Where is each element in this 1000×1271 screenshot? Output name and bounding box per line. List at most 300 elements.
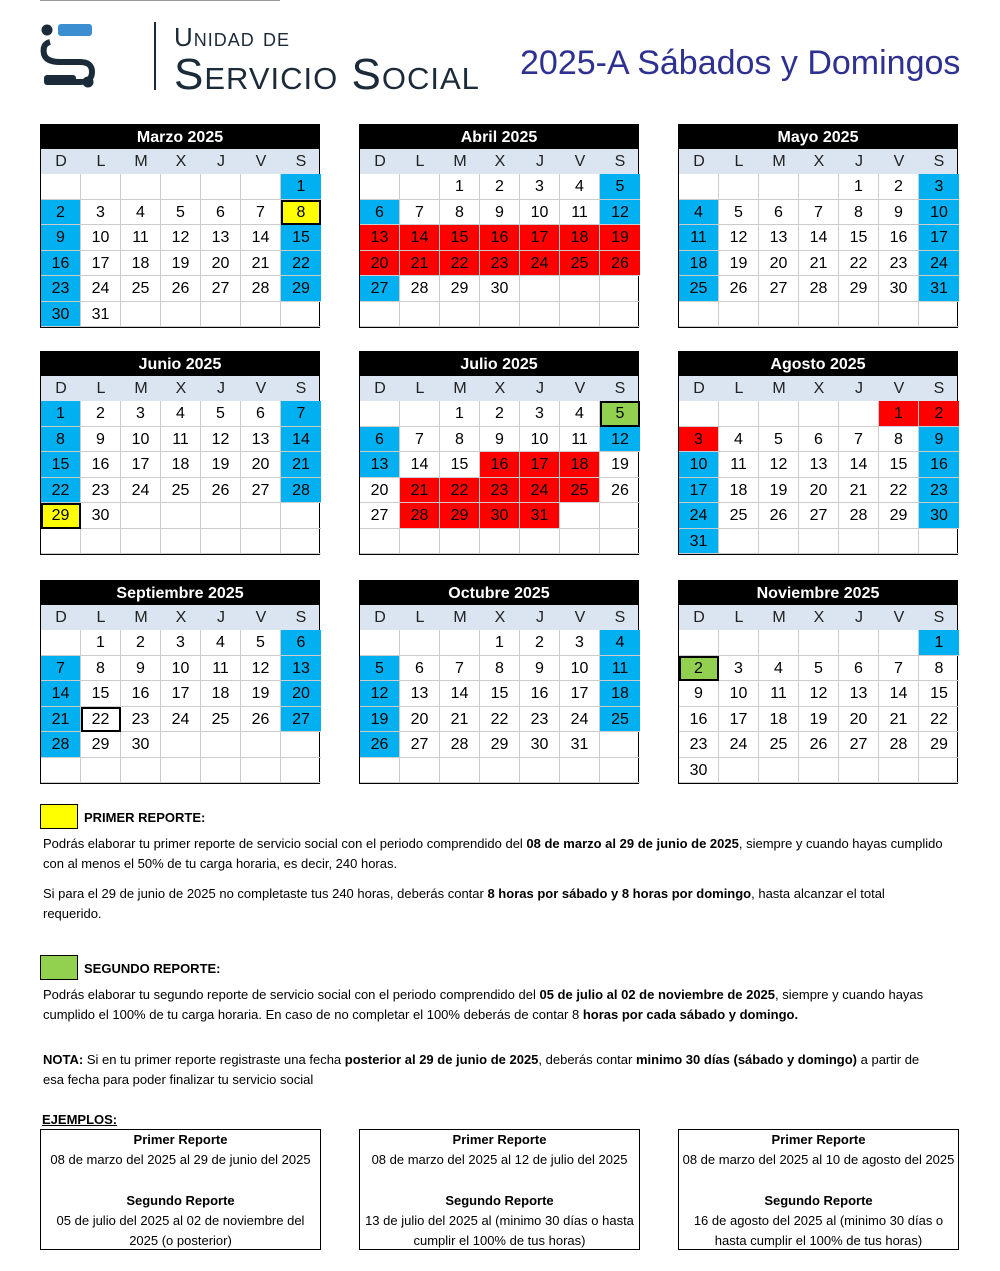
day-cell: 15	[440, 452, 480, 478]
day-cell: 6	[241, 401, 281, 427]
day-cell: 24	[520, 478, 560, 504]
weekday-label: D	[55, 609, 67, 626]
empty-cell	[480, 529, 520, 555]
day-cell: 11	[201, 656, 241, 682]
day-cell: 30	[679, 758, 719, 784]
day-cell: 18	[600, 681, 640, 707]
empty-cell	[879, 302, 919, 328]
day-cell: 1	[440, 401, 480, 427]
weekday-label: X	[813, 380, 825, 397]
day-cell: 15	[81, 681, 121, 707]
calendar-month	[359, 124, 639, 328]
empty-cell	[799, 174, 839, 200]
empty-cell	[839, 758, 879, 784]
day-cell: 26	[600, 251, 640, 277]
day-cell: 7	[839, 427, 879, 453]
day-cell: 15	[281, 225, 321, 251]
day-cell: 28	[400, 276, 440, 302]
day-cell: 27	[281, 707, 321, 733]
day-cell: 22	[41, 478, 81, 504]
weekday-label: X	[175, 380, 187, 397]
weekday-header	[679, 149, 957, 174]
example-heading: Segundo Reporte	[126, 1193, 235, 1208]
day-cell: 19	[161, 251, 201, 277]
day-cell: 4	[560, 401, 600, 427]
empty-cell	[759, 630, 799, 656]
day-cell: 29	[440, 503, 480, 529]
empty-cell	[81, 174, 121, 200]
day-cell: 11	[719, 452, 759, 478]
empty-cell	[520, 758, 560, 784]
day-cell: 4	[201, 630, 241, 656]
empty-cell	[799, 630, 839, 656]
empty-cell	[600, 732, 640, 758]
weekday-label: M	[453, 380, 467, 397]
weekday-label: D	[693, 609, 705, 626]
day-cell: 10	[679, 452, 719, 478]
day-cell: 3	[719, 656, 759, 682]
day-cell: 2	[41, 200, 81, 226]
empty-cell	[719, 630, 759, 656]
day-cell: 14	[839, 452, 879, 478]
weekday-label: M	[134, 380, 148, 397]
weekday-label: J	[855, 380, 863, 397]
empty-cell	[201, 174, 241, 200]
day-cell: 11	[161, 427, 201, 453]
example-text: 16 de agosto del 2025 al (minimo 30 días o hasta cumplir el 100% de tus horas)	[693, 1213, 944, 1248]
empty-cell	[400, 758, 440, 784]
empty-cell	[161, 732, 201, 758]
day-cell: 20	[799, 478, 839, 504]
day-cell: 26	[600, 478, 640, 504]
day-cell: 18	[161, 452, 201, 478]
weekday-label: D	[55, 380, 67, 397]
day-cell: 15	[919, 681, 959, 707]
empty-cell	[679, 630, 719, 656]
day-cell: 16	[81, 452, 121, 478]
empty-cell	[759, 174, 799, 200]
empty-cell	[839, 630, 879, 656]
empty-cell	[81, 529, 121, 555]
calendar-month	[678, 124, 958, 328]
empty-cell	[121, 529, 161, 555]
day-cell: 27	[839, 732, 879, 758]
empty-cell	[679, 401, 719, 427]
day-cell: 26	[241, 707, 281, 733]
weekday-label: V	[893, 380, 905, 397]
empty-cell	[799, 401, 839, 427]
day-cell: 6	[201, 200, 241, 226]
day-cell: 21	[241, 251, 281, 277]
weekday-label: J	[855, 153, 863, 170]
empty-cell	[360, 302, 400, 328]
empty-cell	[121, 758, 161, 784]
empty-cell	[41, 174, 81, 200]
calendar-month-title: Junio 2025	[41, 352, 319, 376]
day-cell: 29	[480, 732, 520, 758]
day-cell: 13	[839, 681, 879, 707]
weekday-label: M	[453, 153, 467, 170]
day-cell: 15	[839, 225, 879, 251]
empty-cell	[440, 529, 480, 555]
day-cell: 4	[161, 401, 201, 427]
day-cell: 18	[560, 225, 600, 251]
weekday-label: J	[217, 609, 225, 626]
empty-cell	[719, 174, 759, 200]
day-cell: 3	[520, 174, 560, 200]
first-report-day-cell: 8	[281, 200, 321, 226]
day-cell: 29	[281, 276, 321, 302]
day-cell: 17	[560, 681, 600, 707]
day-cell: 23	[919, 478, 959, 504]
empty-cell	[799, 302, 839, 328]
empty-cell	[41, 529, 81, 555]
calendar-month-title: Agosto 2025	[679, 352, 957, 376]
day-cell: 5	[161, 200, 201, 226]
day-cell: 11	[600, 656, 640, 682]
day-cell: 12	[241, 656, 281, 682]
day-cell: 9	[480, 200, 520, 226]
day-cell: 20	[759, 251, 799, 277]
day-cell: 14	[400, 452, 440, 478]
logo-text-big: Servicio Social	[174, 50, 480, 99]
weekday-label: X	[813, 609, 825, 626]
empty-cell	[241, 529, 281, 555]
weekday-label: L	[734, 609, 744, 626]
weekday-label: V	[574, 609, 586, 626]
day-cell: 13	[201, 225, 241, 251]
day-cell: 12	[799, 681, 839, 707]
empty-cell	[400, 174, 440, 200]
day-cell: 16	[480, 452, 520, 478]
day-cell: 24	[919, 251, 959, 277]
day-cell: 3	[679, 427, 719, 453]
day-cell: 1	[81, 630, 121, 656]
day-cell: 23	[480, 251, 520, 277]
day-cell: 22	[480, 707, 520, 733]
day-cell: 16	[879, 225, 919, 251]
empty-cell	[121, 503, 161, 529]
logo	[40, 20, 480, 99]
day-cell: 25	[121, 276, 161, 302]
day-cell: 27	[759, 276, 799, 302]
day-cell: 27	[201, 276, 241, 302]
second-report-day-cell: 2	[679, 656, 719, 682]
empty-cell	[839, 529, 879, 555]
day-cell: 16	[679, 707, 719, 733]
empty-cell	[719, 401, 759, 427]
day-cell: 1	[281, 174, 321, 200]
day-cell: 31	[81, 302, 121, 328]
weekday-label: S	[295, 380, 307, 397]
day-grid	[679, 401, 957, 554]
logo-separator	[154, 22, 156, 90]
example-text: 08 de marzo del 2025 al 29 de junio del 2025	[50, 1152, 311, 1167]
empty-cell	[719, 529, 759, 555]
day-cell: 18	[759, 707, 799, 733]
day-cell: 26	[719, 276, 759, 302]
day-grid	[679, 630, 957, 783]
day-cell: 27	[799, 503, 839, 529]
empty-cell	[480, 302, 520, 328]
example-text: 08 de marzo del 2025 al 10 de agosto del 2025	[682, 1152, 955, 1167]
weekday-label: D	[374, 153, 386, 170]
day-cell: 26	[161, 276, 201, 302]
weekday-label: J	[536, 609, 544, 626]
day-cell: 12	[600, 200, 640, 226]
day-cell: 30	[480, 276, 520, 302]
second-report-label: SEGUNDO REPORTE:	[84, 961, 221, 976]
day-cell: 17	[719, 707, 759, 733]
empty-cell	[241, 758, 281, 784]
day-cell: 22	[281, 251, 321, 277]
day-cell: 7	[400, 200, 440, 226]
empty-cell	[360, 630, 400, 656]
day-cell: 17	[919, 225, 959, 251]
empty-cell	[161, 503, 201, 529]
weekday-label: J	[217, 380, 225, 397]
day-cell: 19	[719, 251, 759, 277]
day-cell: 20	[839, 707, 879, 733]
empty-cell	[241, 174, 281, 200]
day-cell: 28	[799, 276, 839, 302]
empty-cell	[799, 529, 839, 555]
weekday-label: D	[374, 380, 386, 397]
day-cell: 13	[241, 427, 281, 453]
weekday-header	[41, 376, 319, 401]
weekday-label: S	[933, 609, 945, 626]
weekday-label: L	[96, 609, 106, 626]
empty-cell	[121, 174, 161, 200]
day-cell: 22	[440, 251, 480, 277]
empty-cell	[241, 302, 281, 328]
example-text: 08 de marzo del 2025 al 12 de julio del 2025	[371, 1152, 628, 1167]
day-cell: 28	[241, 276, 281, 302]
day-cell: 21	[281, 452, 321, 478]
day-grid	[679, 174, 957, 327]
day-grid	[360, 174, 638, 327]
day-cell: 25	[600, 707, 640, 733]
day-cell: 2	[81, 401, 121, 427]
weekday-label: J	[536, 153, 544, 170]
day-cell: 8	[919, 656, 959, 682]
empty-cell	[360, 401, 400, 427]
empty-cell	[201, 758, 241, 784]
day-cell: 23	[480, 478, 520, 504]
empty-cell	[41, 758, 81, 784]
top-rule	[40, 0, 280, 1]
weekday-label: X	[494, 380, 506, 397]
weekday-header	[41, 605, 319, 630]
day-cell: 15	[41, 452, 81, 478]
weekday-label: J	[217, 153, 225, 170]
weekday-header	[360, 605, 638, 630]
day-cell: 14	[879, 681, 919, 707]
day-cell: 1	[480, 630, 520, 656]
day-cell: 19	[759, 478, 799, 504]
empty-cell	[560, 758, 600, 784]
day-cell: 2	[121, 630, 161, 656]
weekday-label: L	[415, 380, 425, 397]
day-cell: 16	[480, 225, 520, 251]
day-cell: 29	[440, 276, 480, 302]
weekday-label: D	[55, 153, 67, 170]
day-cell: 6	[839, 656, 879, 682]
day-cell: 18	[121, 251, 161, 277]
day-cell: 17	[520, 452, 560, 478]
day-cell: 29	[839, 276, 879, 302]
day-cell: 16	[520, 681, 560, 707]
weekday-label: S	[614, 380, 626, 397]
empty-cell	[480, 758, 520, 784]
day-cell: 13	[281, 656, 321, 682]
day-cell: 11	[560, 427, 600, 453]
empty-cell	[201, 529, 241, 555]
weekday-label: J	[855, 609, 863, 626]
weekday-header	[679, 376, 957, 401]
empty-cell	[839, 302, 879, 328]
day-cell: 24	[679, 503, 719, 529]
day-cell: 23	[81, 478, 121, 504]
day-cell: 10	[520, 200, 560, 226]
weekday-header	[360, 149, 638, 174]
weekday-label: L	[734, 380, 744, 397]
weekday-label: D	[374, 609, 386, 626]
day-cell: 30	[121, 732, 161, 758]
day-cell: 3	[161, 630, 201, 656]
example-box-2	[359, 1129, 640, 1250]
day-grid	[360, 401, 638, 554]
day-cell: 31	[679, 529, 719, 555]
logo-text-small: Unidad de	[174, 22, 291, 52]
day-cell: 30	[520, 732, 560, 758]
day-cell: 5	[241, 630, 281, 656]
day-cell: 10	[719, 681, 759, 707]
empty-cell	[520, 529, 560, 555]
day-cell: 8	[879, 427, 919, 453]
day-cell: 24	[560, 707, 600, 733]
day-cell: 21	[400, 478, 440, 504]
day-cell: 10	[161, 656, 201, 682]
servicio-social-logo-icon	[40, 20, 100, 92]
day-cell: 10	[560, 656, 600, 682]
day-cell: 28	[839, 503, 879, 529]
day-cell: 5	[799, 656, 839, 682]
day-cell: 20	[201, 251, 241, 277]
day-cell: 6	[400, 656, 440, 682]
weekday-label: M	[772, 380, 786, 397]
page-title: 2025-A Sábados y Domingos	[520, 44, 961, 82]
day-cell: 12	[759, 452, 799, 478]
day-cell: 10	[121, 427, 161, 453]
empty-cell	[241, 503, 281, 529]
day-grid	[360, 630, 638, 783]
day-cell: 28	[400, 503, 440, 529]
example-heading: Primer Reporte	[452, 1132, 547, 1147]
day-cell: 23	[679, 732, 719, 758]
day-cell: 28	[879, 732, 919, 758]
day-cell: 8	[41, 427, 81, 453]
day-cell: 13	[360, 225, 400, 251]
empty-cell	[440, 630, 480, 656]
day-cell: 20	[360, 478, 400, 504]
calendar-month-title: Septiembre 2025	[41, 581, 319, 605]
day-cell: 19	[600, 452, 640, 478]
first-report-paragraph-1: Podrás elaborar tu primer reporte de servicio social con el periodo comprendido del 08 de marzo al 29 de junio de 2025, siempre y cuando hayas cumplido con al menos el 50% de tu carga horaria, es decir, 240 horas.	[43, 836, 943, 871]
day-cell: 18	[201, 681, 241, 707]
day-cell: 14	[799, 225, 839, 251]
empty-cell	[560, 302, 600, 328]
day-cell: 22	[919, 707, 959, 733]
day-cell: 8	[480, 656, 520, 682]
day-cell: 20	[400, 707, 440, 733]
day-cell: 17	[520, 225, 560, 251]
day-cell: 24	[520, 251, 560, 277]
empty-cell	[400, 630, 440, 656]
day-cell: 17	[81, 251, 121, 277]
day-cell: 2	[520, 630, 560, 656]
day-cell: 17	[121, 452, 161, 478]
weekday-label: D	[693, 380, 705, 397]
day-cell: 5	[201, 401, 241, 427]
day-cell: 11	[560, 200, 600, 226]
empty-cell	[41, 630, 81, 656]
calendar-month	[359, 351, 639, 555]
empty-cell	[400, 529, 440, 555]
day-cell: 29	[879, 503, 919, 529]
day-cell: 25	[560, 251, 600, 277]
day-cell: 27	[241, 478, 281, 504]
day-cell: 28	[440, 732, 480, 758]
weekday-label: L	[734, 153, 744, 170]
weekday-header	[41, 149, 319, 174]
empty-cell	[759, 302, 799, 328]
day-cell: 22	[839, 251, 879, 277]
day-cell: 1	[919, 630, 959, 656]
day-cell: 22	[440, 478, 480, 504]
weekday-label: M	[772, 609, 786, 626]
first-report-swatch	[40, 804, 78, 829]
day-cell: 1	[440, 174, 480, 200]
day-cell: 24	[161, 707, 201, 733]
weekday-label: S	[933, 380, 945, 397]
empty-cell	[201, 732, 241, 758]
day-cell: 3	[81, 200, 121, 226]
weekday-label: V	[893, 609, 905, 626]
empty-cell	[400, 302, 440, 328]
day-cell: 10	[520, 427, 560, 453]
day-cell: 30	[919, 503, 959, 529]
weekday-label: X	[175, 153, 187, 170]
empty-cell	[600, 276, 640, 302]
first-report-paragraph-2: Si para el 29 de junio de 2025 no completaste tus 240 horas, deberás contar 8 horas por sábado y 8 horas por domingo, hasta alcanzar el total requerido.	[43, 886, 885, 921]
day-cell: 20	[360, 251, 400, 277]
day-cell: 4	[719, 427, 759, 453]
day-cell: 19	[241, 681, 281, 707]
day-grid	[41, 401, 319, 554]
empty-cell	[400, 401, 440, 427]
empty-cell	[679, 174, 719, 200]
day-cell: 26	[799, 732, 839, 758]
empty-cell	[201, 302, 241, 328]
empty-cell	[600, 758, 640, 784]
day-cell: 16	[41, 251, 81, 277]
day-cell: 3	[121, 401, 161, 427]
day-cell: 6	[360, 200, 400, 226]
day-cell: 12	[600, 427, 640, 453]
day-cell: 30	[41, 302, 81, 328]
empty-cell	[161, 174, 201, 200]
